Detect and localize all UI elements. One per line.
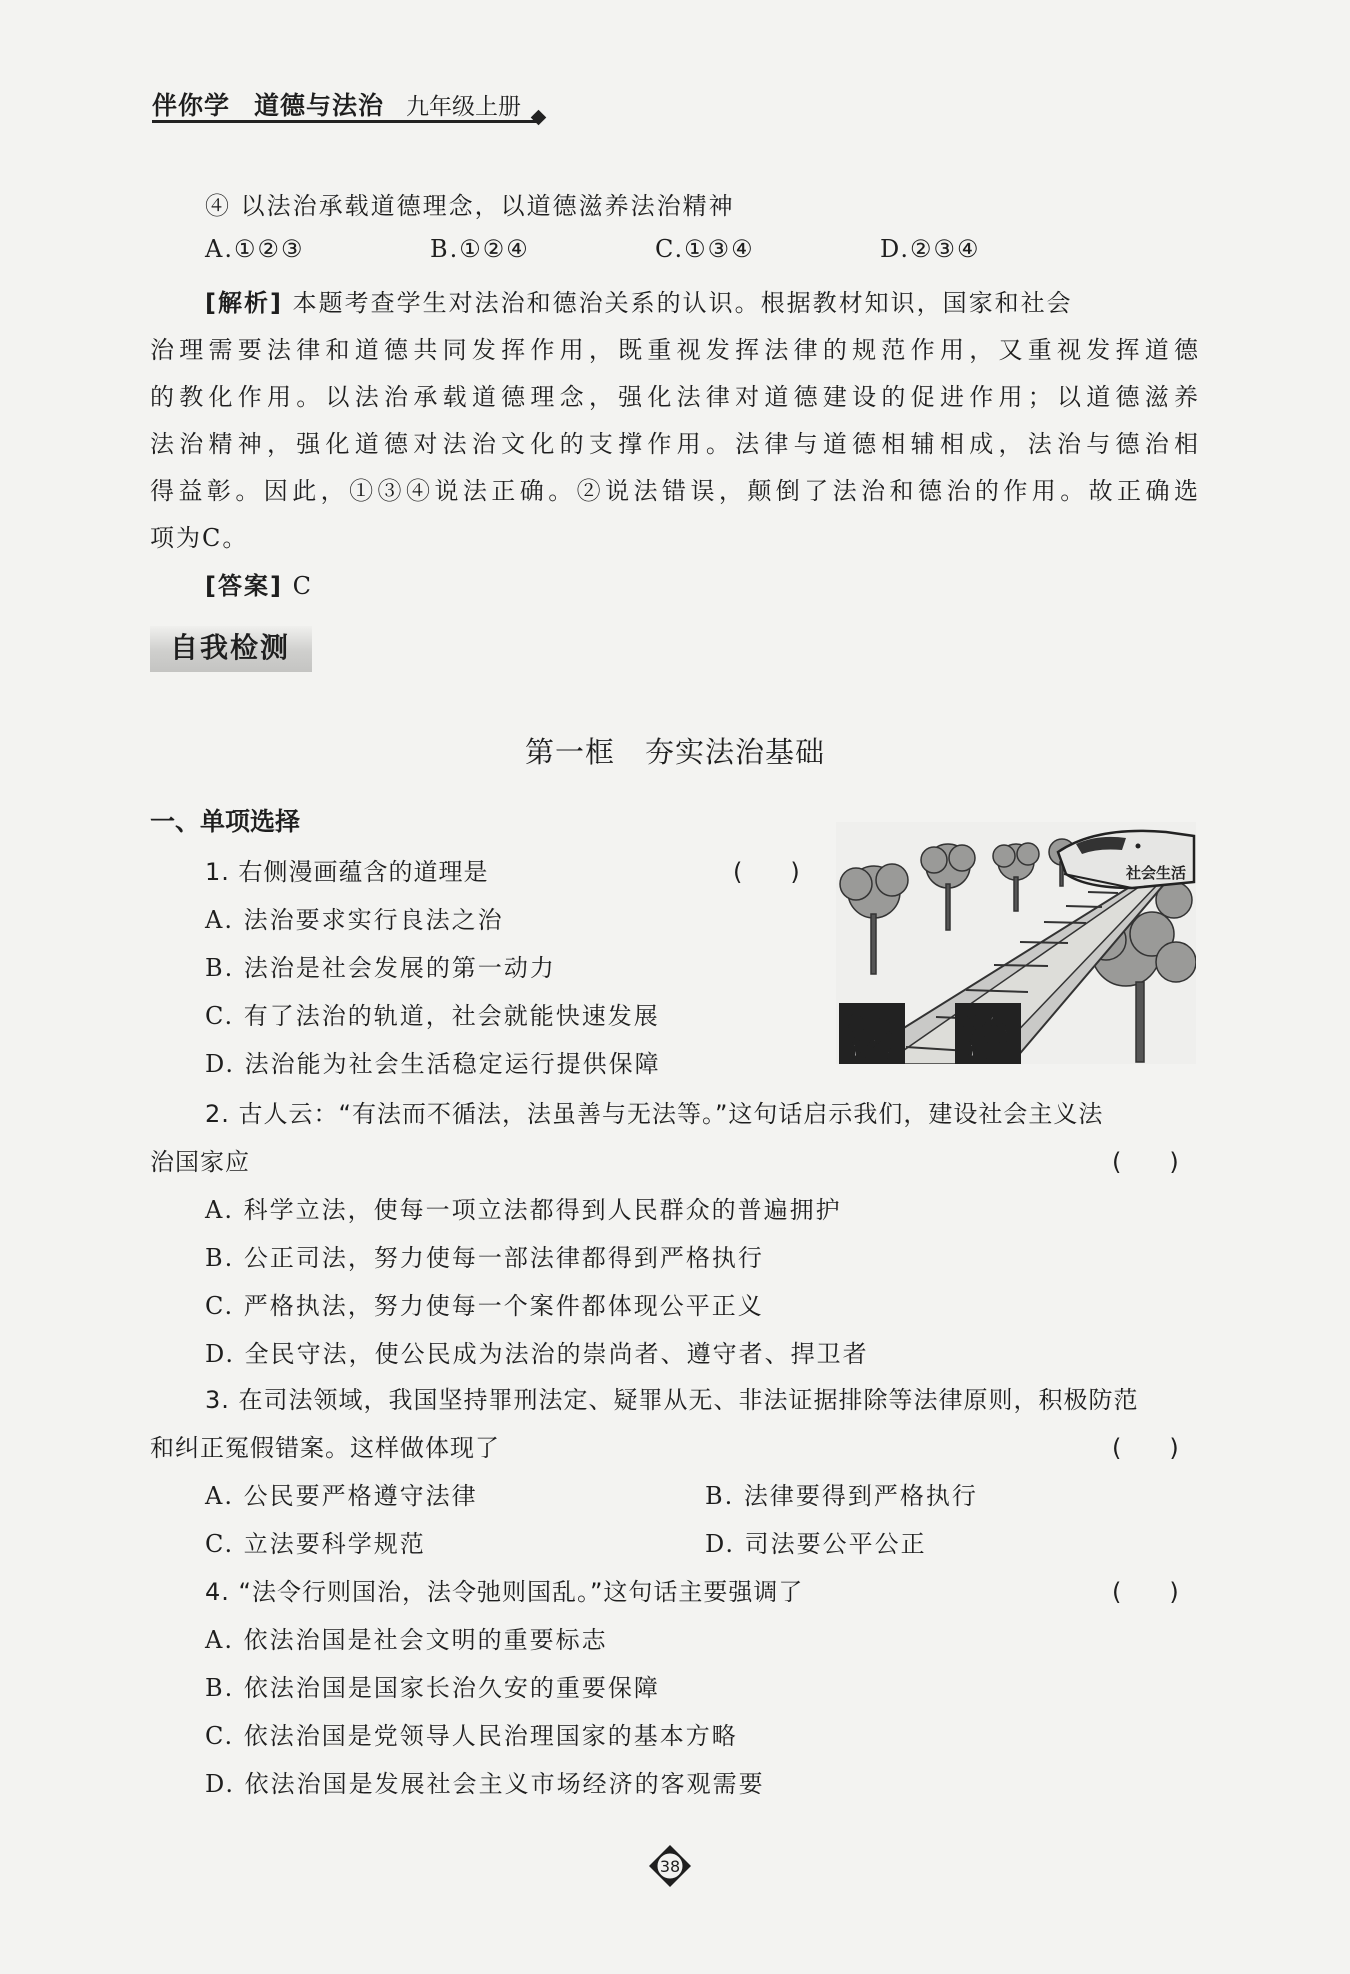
question-4-option-d: D. 依法治国是发展社会主义市场经济的客观需要	[205, 1770, 765, 1798]
question-1-option-a: A. 法治要求实行良法之治	[205, 906, 504, 934]
question-2-option-b: B. 公正司法，努力使每一部法律都得到严格执行	[205, 1244, 764, 1272]
frame-number: 第一框	[524, 735, 615, 769]
choice-b: B.①②④	[430, 235, 530, 263]
page-number-badge	[648, 1844, 692, 1888]
choice-c: C.①③④	[655, 235, 755, 263]
answer-line	[205, 566, 1200, 601]
answer-tag: [答案]	[205, 572, 283, 600]
question-1-option-b: B. 法治是社会发展的第一动力	[205, 954, 556, 982]
question-3-options-row-1	[205, 1476, 1205, 1511]
question-3-stem-line-2: 和纠正冤假错案。这样做体现了	[150, 1434, 500, 1462]
question-3-answer-blank[interactable]: ( )	[1112, 1434, 1179, 1462]
question-2-option-d: D. 全民守法，使公民成为法治的崇尚者、遵守者、捍卫者	[205, 1340, 869, 1368]
train-on-rule-of-law-track-cartoon	[836, 822, 1196, 1064]
question-3-stem-line-1: 3. 在司法领域，我国坚持罪刑法定、疑罪从无、非法证据排除等法律原则，积极防范	[205, 1386, 1139, 1414]
frame-title	[0, 730, 1350, 771]
analysis-line-6: 项为C。	[150, 524, 249, 552]
example-choices	[205, 235, 1105, 263]
analysis-text: 本题考查学生对法治和德治关系的认识。根据教材知识，国家和社会	[292, 289, 1073, 317]
frame-name: 夯实法治基础	[645, 735, 826, 769]
subject-title: 道德与法治	[254, 91, 385, 120]
analysis-line-1	[205, 283, 1200, 318]
question-4-option-c: C. 依法治国是党领导人民治理国家的基本方略	[205, 1722, 738, 1750]
analysis-line-3: 的教化作用。以法治承载道德理念，强化法律对道德建设的促进作用；以道德滋养	[150, 383, 1200, 411]
choice-d: D.②③④	[880, 235, 981, 263]
question-1-option-d: D. 法治能为社会生活稳定运行提供保障	[205, 1050, 661, 1078]
analysis-line-5: 得益彰。因此，①③④说法正确。②说法错误，颠倒了法治和德治的作用。故正确选	[150, 477, 1200, 505]
question-2-stem-line-2: 治国家应	[150, 1148, 250, 1176]
analysis-tag: [解析]	[205, 289, 283, 317]
question-3-option-b: B. 法律要得到严格执行	[705, 1482, 978, 1510]
section-banner-label: 自我检测	[170, 631, 291, 664]
answer-value: C	[292, 572, 313, 600]
question-3-option-c: C. 立法要科学规范	[205, 1530, 426, 1558]
question-3-option-d: D. 司法要公平公正	[705, 1530, 927, 1558]
question-4-answer-blank[interactable]: ( )	[1112, 1578, 1179, 1606]
question-3-option-a: A. 公民要严格遵守法律	[205, 1482, 478, 1510]
question-4-option-b: B. 依法治国是国家长治久安的重要保障	[205, 1674, 660, 1702]
series-title: 伴你学	[152, 91, 231, 120]
track-char-zhi: 治	[964, 1011, 1010, 1064]
analysis-line-2: 治理需要法律和道德共同发挥作用，既重视发挥法律的规范作用，又重视发挥道德	[150, 336, 1200, 364]
question-4-option-a: A. 依法治国是社会文明的重要标志	[205, 1626, 608, 1654]
question-2-option-a: A. 科学立法，使每一项立法都得到人民群众的普遍拥护	[205, 1196, 842, 1224]
choice-a: A.①②③	[205, 235, 305, 263]
question-1-answer-blank[interactable]: ( )	[733, 858, 800, 886]
question-3-options-row-2	[205, 1524, 1205, 1559]
analysis-line-4: 法治精神，强化道德对法治文化的支撑作用。法律与道德相辅相成，法治与德治相	[150, 430, 1200, 458]
part-heading: 一、单项选择	[150, 807, 301, 836]
grade-label: 九年级上册	[406, 94, 522, 120]
train-label: 社会生活	[1126, 864, 1187, 882]
question-4-stem: 4. “法令行则国治，法令弛则国乱。”这句话主要强调了	[205, 1578, 804, 1606]
header-rule	[152, 120, 540, 123]
question-1-stem: 1. 右侧漫画蕴含的道理是	[205, 858, 489, 886]
question-1-option-c: C. 有了法治的轨道，社会就能快速发展	[205, 1002, 660, 1030]
page-number: 38	[659, 1857, 681, 1876]
example-option-4: ④ 以法治承载道德理念，以道德滋养法治精神	[205, 192, 735, 220]
track-char-fa: 法	[848, 1011, 894, 1064]
question-2-option-c: C. 严格执法，努力使每一个案件都体现公平正义	[205, 1292, 764, 1320]
section-banner	[150, 626, 312, 672]
question-2-stem-line-1: 2. 古人云：“有法而不循法，法虽善与无法等。”这句话启示我们，建设社会主义法	[205, 1100, 1104, 1128]
question-2-answer-blank[interactable]: ( )	[1112, 1148, 1179, 1176]
running-header	[152, 86, 522, 120]
